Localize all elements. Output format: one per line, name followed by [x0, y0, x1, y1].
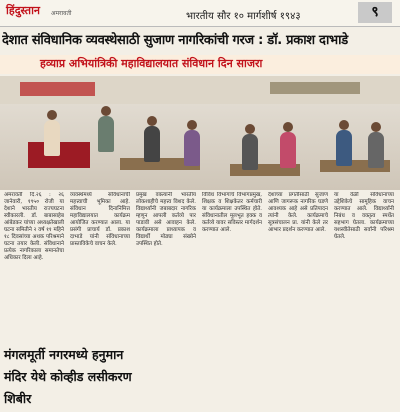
- photo-person-head: [187, 120, 197, 130]
- photo-person: [44, 120, 60, 156]
- subheadline-bar: [0, 55, 400, 74]
- photo-person: [98, 116, 114, 152]
- article-column: प्रमुख वक्त्यांनी भारतीय लोकशाहीचे महत्त्व विशद केले. विद्यार्थ्यांनी जबाबदार नागरिक म्हणून आपली कर्तव्ये पार पाडावी असे आवाहन केले. कार्यक्रमाला प्राध्यापक व विद्यार्थी मोठ्या संख्येने उपस्थित होते.: [136, 192, 196, 247]
- article-column: विविध विभागांचे विभागप्रमुख, शिक्षक व शिक्षकेतर कर्मचारी या कार्यक्रमाला उपस्थित होते. संविधानातील मूलभूत हक्क व कर्तव्ये यावर सविस्तर मार्गदर्शन करण्यात आले.: [202, 192, 262, 233]
- article-column: अमरावती दि.२६ : २६ जानेवारी, १९५० रोजी या देशाने भारतीय राज्यघटना स्वीकारली. डॉ. बाबासाहेब आंबेडकर यांच्या अध्यक्षतेखाली घटना समितीने २ वर्ष ११ महिने १८ दिवसांच्या अथक परिश्रमाने घटना तयार केली. संविधानाने प्रत्येक नागरिकाला समानतेचा अधिकार दिला आहे.: [4, 192, 64, 261]
- secondary-headline: मंगलमूर्ती नगरमध्ये हनुमान मंदिर येथे कोव्हीड लसीकरण शिबीर: [4, 347, 132, 406]
- article-body: [4, 192, 396, 338]
- logo-subtitle: अमरावती: [51, 10, 72, 17]
- page-number: ९: [358, 2, 392, 23]
- photo-person: [184, 130, 200, 166]
- photo-person: [336, 130, 352, 166]
- newspaper-logo: [6, 3, 90, 23]
- photo-person: [242, 134, 258, 170]
- photo-person-head: [371, 122, 381, 132]
- article-column: या वेळी संविधानाच्या उद्देशिकेचे सामूहिक वाचन करण्यात आले. विद्यार्थ्यांनी निबंध व वक्तृत्व स्पर्धेत सहभाग घेतला. कार्यक्रमाच्या यशस्वीतेसाठी सर्वांनी परिश्रम घेतले.: [334, 192, 394, 240]
- photo-person: [144, 126, 160, 162]
- article-column: देशाच्या प्रगतीसाठी सुजाण आणि जागरूक नागरिक घडणे आवश्यक आहे असे प्रतिपादन त्यांनी केले. कार्यक्रमाचे सूत्रसंचालन प्रा. यांनी केले तर आभार प्रदर्शन करण्यात आले.: [268, 192, 328, 233]
- logo-text: हिंदुस्तान: [6, 4, 41, 17]
- event-photo: [0, 76, 400, 190]
- photo-person-head: [47, 110, 57, 120]
- photo-person-head: [101, 106, 111, 116]
- issue-date: भारतीय सौर १० मार्गशीर्ष १९४३: [186, 11, 301, 22]
- photo-person-head: [147, 116, 157, 126]
- subheadline: हव्याप्र अभियांत्रिकी महाविद्यालयात संविधान दिन साजरा: [40, 57, 263, 70]
- photo-person-head: [283, 122, 293, 132]
- article-column: व्यवस्थेमध्ये संविधानाची महत्त्वाची भूमिका आहे. संविधान दिनानिमित्त महाविद्यालयात कार्यक्रम आयोजित करण्यात आला. या प्रसंगी प्राचार्य डॉ. प्रकाश दाभाडे यांनी संविधानाच्या प्रास्ताविकेचे वाचन केले.: [70, 192, 130, 247]
- photo-person-head: [245, 124, 255, 134]
- photo-person-head: [339, 120, 349, 130]
- masthead: [0, 0, 400, 27]
- photo-banner: [20, 82, 95, 96]
- photo-banner: [270, 82, 360, 94]
- main-headline: देशात संविधानिक व्यवस्थेसाठी सुजाण नागरिकांची गरज : डॉ. प्रकाश दाभाडे: [2, 33, 348, 48]
- photo-person: [368, 132, 384, 168]
- photo-person: [280, 132, 296, 168]
